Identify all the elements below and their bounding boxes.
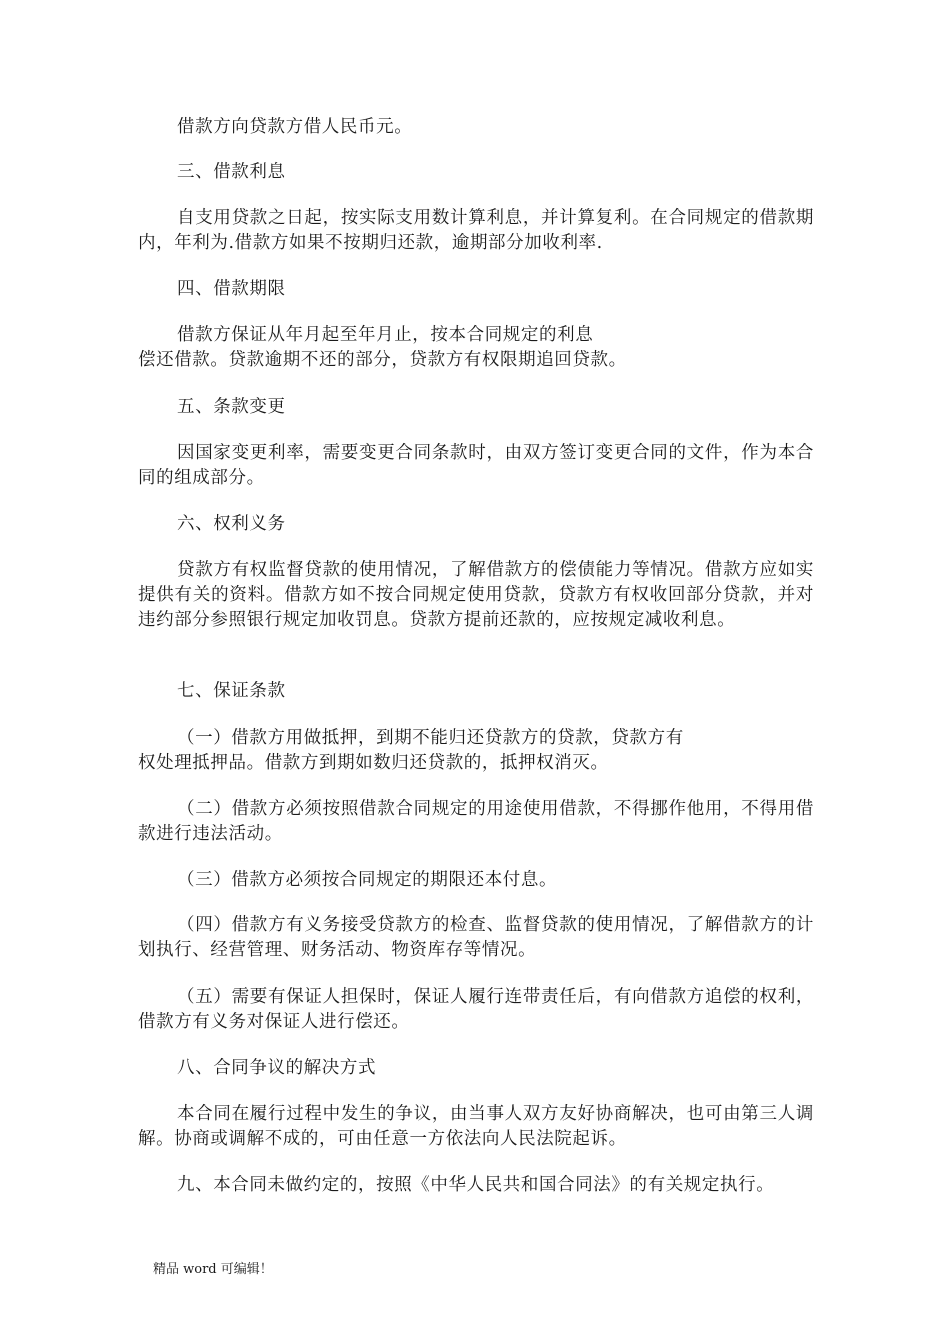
paragraph-guarantee-1-line-2: 权处理抵押品。借款方到期如数归还贷款的，抵押权消灭。 (138, 753, 609, 773)
paragraph-dispute: 本合同在履行过程中发生的争议，由当事人双方友好协商解决，也可由第三人调解。协商或调解不成的，可由任意一方依法向人民法院起诉。 (138, 1104, 814, 1149)
paragraph-interest: 自支用贷款之日起，按实际支用数计算利息，并计算复利。在合同规定的借款期内，年利为.借款方如果不按期归还款，逾期部分加收利率. (138, 208, 814, 253)
paragraph-law: 九、本合同未做约定的，按照《中华人民共和国合同法》的有关规定执行。 (177, 1175, 775, 1195)
paragraph-term-line-1: 借款方保证从年月起至年月止，按本合同规定的利息 (177, 325, 594, 345)
heading-dispute: 八、合同争议的解决方式 (177, 1058, 377, 1078)
heading-interest: 三、借款利息 (177, 162, 286, 182)
paragraph-term (138, 323, 814, 373)
paragraph-guarantee-1-line-1: （一）借款方用做抵押，到期不能归还贷款方的贷款，贷款方有 (177, 728, 684, 748)
heading-clause-change: 五、条款变更 (177, 397, 286, 417)
paragraph-guarantee-5: （五）需要有保证人担保时，保证人履行连带责任后，有向借款方追偿的权利，借款方有义务对保证人进行偿还。 (138, 987, 814, 1032)
paragraph-guarantee-3: （三）借款方必须按合同规定的期限还本付息。 (177, 870, 558, 890)
paragraph-loan-amount: 借款方向贷款方借人民币元。 (177, 117, 413, 137)
paragraph-term-line-2: 偿还借款。贷款逾期不还的部分，贷款方有权限期追回贷款。 (138, 350, 627, 370)
page-footer: 精品 word 可编辑！ (153, 1262, 273, 1277)
heading-rights: 六、权利义务 (177, 514, 286, 534)
paragraph-clause-change: 因国家变更利率，需要变更合同条款时，由双方签订变更合同的文件，作为本合同的组成部分。 (138, 443, 814, 488)
paragraph-rights: 贷款方有权监督贷款的使用情况，了解借款方的偿债能力等情况。借款方应如实提供有关的资料。借款方如不按合同规定使用贷款，贷款方有权收回部分贷款，并对违约部分参照银行规定加收罚息。贷款方提前还款的，应按规定减收利息。 (138, 560, 814, 630)
heading-guarantee: 七、保证条款 (177, 681, 286, 701)
paragraph-guarantee-4: （四）借款方有义务接受贷款方的检查、监督贷款的使用情况，了解借款方的计划执行、经营管理、财务活动、物资库存等情况。 (138, 915, 814, 960)
paragraph-guarantee-1 (138, 726, 814, 776)
paragraph-guarantee-2: （二）借款方必须按照借款合同规定的用途使用借款，不得挪作他用，不得用借款进行违法活动。 (138, 799, 814, 844)
heading-term: 四、借款期限 (177, 279, 286, 299)
